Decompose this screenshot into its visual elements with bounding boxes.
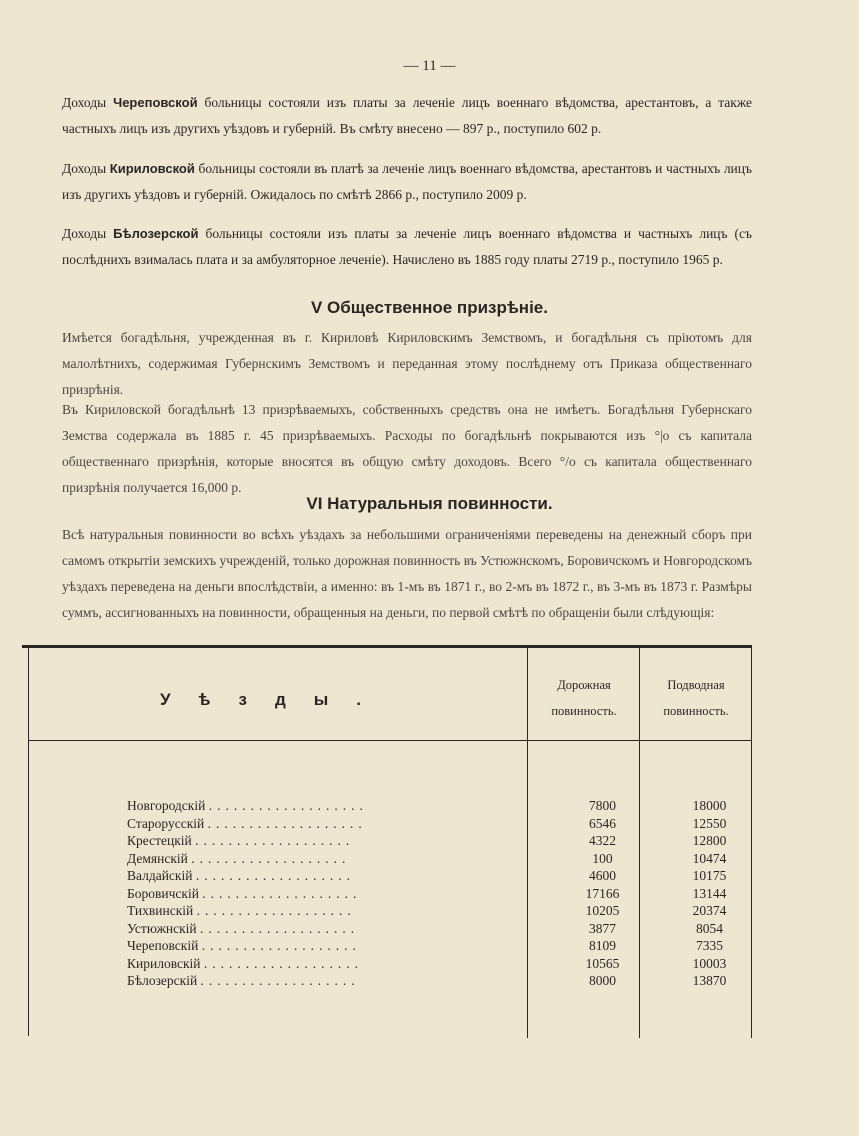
- leader-dots: ...................: [196, 903, 356, 918]
- paragraph-cherepovets-hospital: [62, 90, 752, 142]
- leader-dots: ...................: [191, 850, 351, 866]
- table-row: [22, 868, 752, 886]
- road-duty-cell: 3877: [589, 920, 616, 936]
- paragraph-text: больницы состояли въ платѣ за леченіе лицъ военнаго вѣдомства, арестантовъ и частныхъ лицъ изъ другихъ уѣздовъ и губерній. Ожидалось по смѣтѣ 2866 р., поступило 2009 р.: [62, 161, 752, 202]
- leader-dots: ...................: [195, 868, 355, 883]
- district-name-cell: [127, 868, 527, 884]
- column-header-districts: Уѣзды.: [159, 690, 389, 709]
- section-heading-public-charity: V Общественное призрѣніе.: [311, 298, 548, 317]
- cartage-duty-cell: 10175: [692, 868, 727, 883]
- leader-dots: ...................: [203, 955, 364, 971]
- paragraph-text: Доходы: [62, 95, 114, 110]
- table-row: [22, 833, 752, 851]
- district-name-cell: [127, 816, 527, 832]
- bold-term: Кириловской: [109, 161, 195, 176]
- district-name-cell: [127, 798, 527, 814]
- leader-dots: ...................: [207, 815, 367, 831]
- leader-dots: ...................: [200, 973, 360, 988]
- cartage-duty-cell: 12550: [692, 815, 727, 831]
- bold-term: Череповской: [113, 95, 198, 110]
- road-duty-cell: 4600: [589, 868, 616, 883]
- cartage-duty-cell: 12800: [692, 833, 727, 848]
- district-name: Новгородскій: [127, 798, 206, 813]
- district-name-cell: [127, 938, 527, 954]
- district-name: Крестецкій: [127, 833, 192, 848]
- paragraph-text: Доходы: [62, 226, 114, 241]
- district-name: Бѣлозерскій: [127, 973, 198, 988]
- district-name: Боровичскій: [127, 885, 199, 901]
- cartage-duty-cell: 10003: [692, 955, 727, 971]
- bold-term: Бѣлозерской: [113, 226, 199, 241]
- district-name: Кириловскій: [127, 955, 201, 971]
- table-row: [22, 921, 752, 939]
- paragraph-kirillov-hospital: [62, 156, 752, 208]
- road-duty-cell: 6546: [589, 815, 616, 831]
- column-header-road-duty: Дорожная повинность.: [551, 678, 617, 718]
- cartage-duty-cell: 20374: [692, 903, 727, 918]
- road-duty-cell: 8109: [589, 938, 616, 953]
- cartage-duty-cell: 7335: [696, 938, 723, 953]
- district-name-cell: [127, 886, 527, 902]
- table-row: [22, 956, 752, 974]
- paragraph-text: больницы состояли изъ платы за леченіе лицъ военнаго вѣдомства, арестантовъ, а также частныхъ лицъ изъ другихъ уѣздовъ и губерній. Въ смѣту внесено — 897 р., поступило 602 р.: [62, 95, 752, 136]
- paragraph-belozersk-hospital: [62, 221, 752, 273]
- district-name-cell: [127, 921, 527, 937]
- district-name: Валдайскій: [127, 868, 193, 883]
- district-name-cell: [127, 851, 527, 867]
- duties-table: [22, 645, 752, 1038]
- leader-dots: ...................: [200, 920, 360, 936]
- paragraph-almshouses: Имѣется богадѣльня, учрежденная въ г. Кириловѣ Кириловскимъ Земствомъ, и богадѣльня съ пріютомъ для малолѣтнихъ, содержимая Губернскимъ Земствомъ и переданная этому послѣднему отъ Приказа общественнаго призрѣнія.: [62, 330, 752, 397]
- district-name-cell: [127, 973, 527, 989]
- district-name-cell: [127, 903, 527, 919]
- district-name-cell: [127, 833, 527, 849]
- cartage-duty-cell: 8054: [696, 920, 723, 936]
- table-row: [22, 851, 752, 869]
- cartage-duty-cell: 18000: [692, 798, 727, 813]
- paragraph-natural-duties: Всѣ натуральныя повинности во всѣхъ уѣздахъ за небольшими ограниченіями переведены на денежный сборъ при самомъ открытіи земскихъ учрежденій, только дорожная повинность въ Устюжнскомъ, Боровичскомъ и Новгородскомъ уѣздахъ переведена на деньги впослѣдствіи, а именно: въ 1-мъ въ 1871 г., во 2-мъ въ 1872 г., въ 3-мъ въ 1873 г. Размѣры суммъ, ассигнованныхъ на повинности, обращенныя на деньги, по первой смѣтѣ по обращеніи были слѣдующія:: [62, 527, 752, 620]
- district-name: Устюжнскій: [127, 920, 197, 936]
- paragraph-text: больницы состояли изъ платы за леченіе лицъ военнаго вѣдомства и частныхъ лицъ (съ послѣднихъ взималась плата и за амбуляторное леченіе). Начислено въ 1885 году платы 2719 р., поступило 1965 р.: [62, 226, 752, 267]
- district-name-cell: [127, 956, 527, 972]
- paragraph-almshouse-funding: Въ Кириловской богадѣльнѣ 13 призрѣваемыхъ, собственныхъ средствъ она не имѣетъ. Богадѣльня Губернскаго Земства содержала въ 1885 г. 45 призрѣваемыхъ. Расходы по богадѣльнѣ покрываются изъ °|о съ капитала общественнаго призрѣнія, которые вносятся въ общую смѣту доходовъ. Всего °/о съ капитала общественнаго призрѣнія получается 16,000 р.: [62, 402, 752, 495]
- table-body: [22, 798, 752, 991]
- cartage-duty-cell: 10474: [692, 850, 727, 866]
- leader-dots: ...................: [208, 798, 368, 813]
- table-row: [22, 973, 752, 991]
- road-duty-cell: 8000: [589, 973, 616, 988]
- table-row: [22, 886, 752, 904]
- leader-dots: ...................: [195, 833, 355, 848]
- district-name: Старорусскій: [127, 815, 205, 831]
- cartage-duty-cell: 13144: [692, 885, 727, 901]
- table-header-rule: [28, 740, 752, 741]
- cartage-duty-cell: 13870: [692, 973, 727, 988]
- table-row: [22, 816, 752, 834]
- table-row: [22, 798, 752, 816]
- paragraph-text: Доходы: [62, 161, 110, 176]
- road-duty-cell: 100: [592, 850, 613, 866]
- road-duty-cell: 7800: [589, 798, 616, 813]
- page-number: — 11 —: [403, 58, 456, 74]
- district-name: Череповскій: [127, 938, 199, 953]
- district-name: Демянскій: [127, 850, 188, 866]
- section-heading-natural-duties: VI Натуральныя повинности.: [306, 494, 553, 513]
- leader-dots: ...................: [201, 938, 361, 953]
- district-name: Тихвинскій: [127, 903, 194, 918]
- road-duty-cell: 4322: [589, 833, 616, 848]
- road-duty-cell: 10565: [585, 955, 620, 971]
- road-duty-cell: 10205: [585, 903, 620, 918]
- column-header-cartage-duty: Подводная повинность.: [663, 678, 729, 718]
- road-duty-cell: 17166: [585, 885, 620, 901]
- table-row: [22, 938, 752, 956]
- leader-dots: ...................: [202, 885, 362, 901]
- table-row: [22, 903, 752, 921]
